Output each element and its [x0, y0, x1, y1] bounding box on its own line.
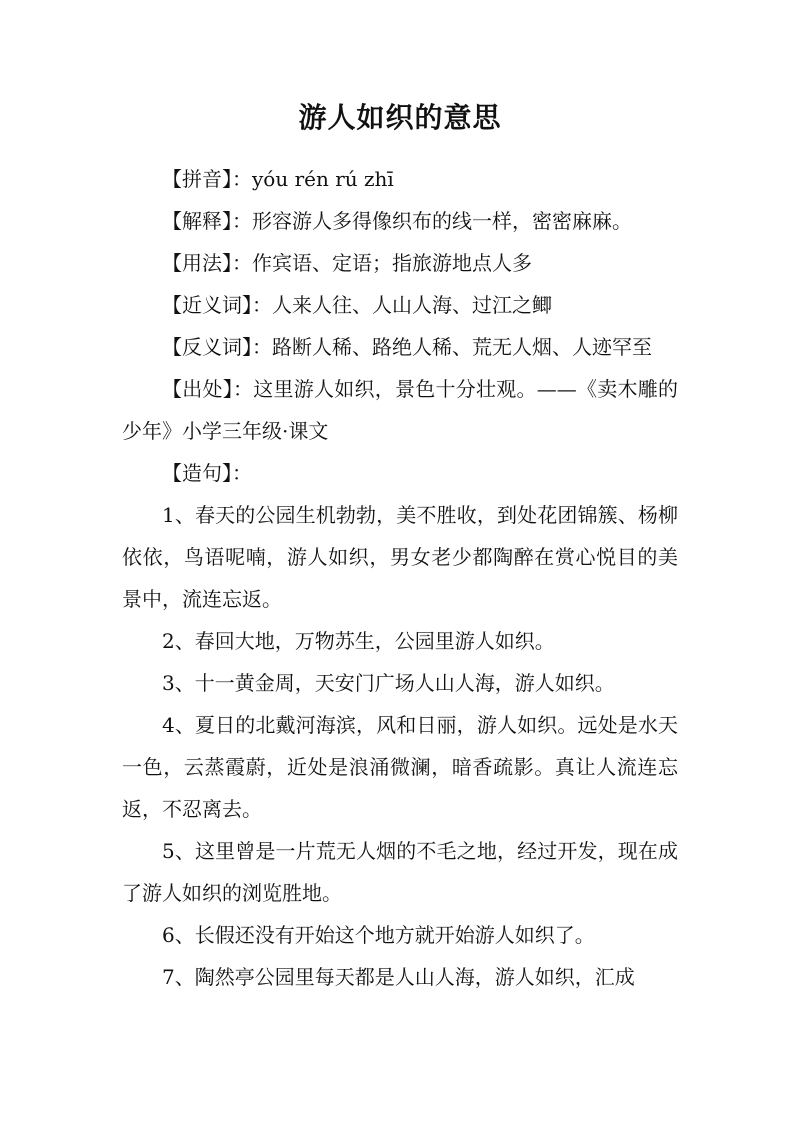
- example-sentence: 1、春天的公园生机勃勃，美不胜收，到处花团锦簇、杨柳依依，鸟语呢喃，游人如织，男女老少都陶醉在赏心悦目的美景中，流连忘返。: [122, 503, 678, 611]
- field-synonyms: [122, 284, 678, 326]
- field-explanation: [122, 200, 678, 242]
- field-usage: [122, 242, 678, 284]
- field-value: 人来人往、人山人海、过江之鲫: [272, 293, 552, 317]
- field-label: 【近义词】：: [162, 293, 272, 317]
- field-antonyms: [122, 326, 678, 368]
- field-source: [122, 368, 678, 452]
- example-sentence: 7、陶然亭公园里每天都是人山人海，游人如织，汇成: [162, 965, 635, 989]
- field-example-sentences: [122, 452, 678, 494]
- field-label: 【解释】：: [162, 209, 252, 233]
- field-pinyin: [122, 158, 678, 200]
- field-value: 路断人稀、路绝人稀、荒无人烟、人迹罕至: [272, 335, 652, 359]
- field-value: 形容游人多得像织布的线一样，密密麻麻。: [252, 209, 632, 233]
- document-title: 游人如织的意思: [298, 101, 502, 134]
- field-label: 【出处】：: [162, 377, 254, 401]
- field-label: 【用法】：: [162, 251, 252, 275]
- example-sentence: 6、长假还没有开始这个地方就开始游人如织了。: [162, 923, 595, 947]
- field-value: yóu rén rú zhī: [252, 167, 394, 191]
- field-value: 这里游人如织，景色十分壮观。——《卖木雕的少年》小学三年级·课文: [122, 377, 678, 443]
- field-value: 作宾语、定语；指旅游地点人多: [252, 251, 532, 275]
- example-sentence: 4、夏日的北戴河海滨，风和日丽，游人如织。远处是水天一色，云蒸霞蔚，近处是浪涌微澜，暗香疏影。真让人流连忘返，不忍离去。: [122, 713, 678, 821]
- field-label: 【反义词】：: [162, 335, 272, 359]
- example-sentence: 2、春回大地，万物苏生，公园里游人如织。: [162, 629, 555, 653]
- example-sentence: 3、十一黄金周，天安门广场人山人海，游人如织。: [162, 671, 615, 695]
- field-label: 【造句】：: [162, 461, 252, 485]
- example-sentence: 5、这里曾是一片荒无人烟的不毛之地，经过开发，现在成了游人如织的浏览胜地。: [122, 839, 678, 905]
- field-label: 【拼音】：: [162, 167, 252, 191]
